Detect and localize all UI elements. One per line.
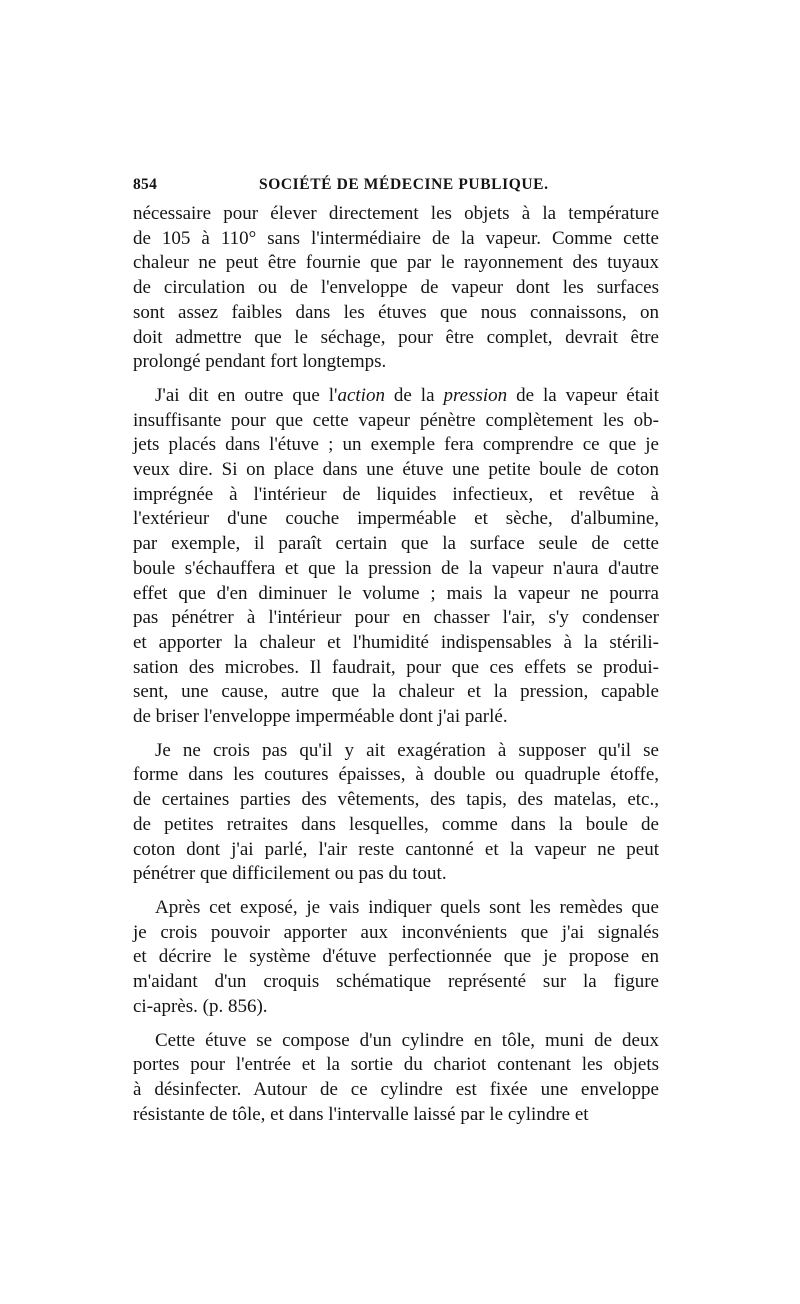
text-line: prolongé pendant fort longtemps.: [133, 351, 387, 373]
page-header: [133, 176, 659, 202]
text-line: chaleur ne peut être fournie que par le rayonnement des tuyaux: [133, 252, 659, 274]
text-line: sent, une cause, autre que la chaleur et la pression, capable: [133, 681, 659, 703]
text-line: de circulation ou de l'enveloppe de vapeur dont les surfaces: [133, 277, 659, 299]
text-line: sont assez faibles dans les étuves que nous connaissons, on: [133, 301, 659, 323]
text-fragment: J'ai dit en outre que l': [155, 384, 338, 406]
text-line: veux dire. Si on place dans une étuve une petite boule de coton: [133, 459, 659, 481]
text-line: [133, 384, 659, 409]
text-line: m'aidant d'un croquis schématique représenté sur la figure: [133, 971, 659, 993]
text-line: de 105 à 110° sans l'intermédiaire de la vapeur. Comme cette: [133, 227, 659, 249]
text-line: pas pénétrer à l'intérieur pour en chasser l'air, s'y condenser: [133, 607, 659, 629]
text-line: coton dont j'ai parlé, l'air reste cantonné et la vapeur ne peut: [133, 838, 659, 860]
text-line: jets placés dans l'étuve ; un exemple fera comprendre ce que je: [133, 434, 659, 456]
text-line: je crois pouvoir apporter aux inconvénients que j'ai signalés: [133, 921, 659, 943]
italic-term: pression: [443, 384, 508, 406]
paragraph-5: [133, 1029, 659, 1128]
text-line: forme dans les coutures épaisses, à double ou quadruple étoffe,: [133, 764, 659, 786]
paragraph-3: [133, 739, 659, 887]
text-line: l'extérieur d'une couche imperméable et sèche, d'albumine,: [133, 508, 659, 530]
text-line: par exemple, il paraît certain que la surface seule de cette: [133, 533, 659, 555]
book-page: [133, 176, 659, 1136]
body-text: [133, 202, 659, 1127]
text-fragment: de la: [384, 384, 444, 406]
text-line: à désinfecter. Autour de ce cylindre est fixée une enveloppe: [133, 1078, 659, 1100]
italic-term: action: [337, 384, 385, 406]
text-line: portes pour l'entrée et la sortie du chariot contenant les objets: [133, 1054, 659, 1076]
text-line: de certaines parties des vêtements, des tapis, des matelas, etc.,: [133, 789, 659, 811]
running-title: SOCIÉTÉ DE MÉDECINE PUBLIQUE.: [259, 176, 549, 193]
text-line: doit admettre que le séchage, pour être complet, devrait être: [133, 326, 659, 348]
text-line: boule s'échauffera et que la pression de la vapeur n'aura d'autre: [133, 557, 659, 579]
text-line: de briser l'enveloppe imperméable dont j'ai parlé.: [133, 706, 508, 728]
text-line: imprégnée à l'intérieur de liquides infectieux, et revêtue à: [133, 483, 659, 505]
text-line: Cette étuve se compose d'un cylindre en tôle, muni de deux: [155, 1029, 659, 1051]
paragraph-4: [133, 896, 659, 1020]
text-line: de petites retraites dans lesquelles, comme dans la boule de: [133, 813, 659, 835]
text-line: sation des microbes. Il faudrait, pour que ces effets se produi-: [133, 656, 659, 678]
text-line: résistante de tôle, et dans l'intervalle laissé par le cylindre et: [133, 1103, 589, 1125]
text-line: ci-après. (p. 856).: [133, 995, 268, 1017]
text-line: Je ne crois pas qu'il y ait exagération à supposer qu'il se: [155, 739, 659, 761]
text-line: pénétrer que difficilement ou pas du tout.: [133, 863, 447, 885]
paragraph-1: [133, 202, 659, 375]
text-line: nécessaire pour élever directement les objets à la température: [133, 203, 659, 224]
text-line: et apporter la chaleur et l'humidité indispensables à la stérili-: [133, 631, 659, 653]
text-line: insuffisante pour que cette vapeur pénètre complètement les ob-: [133, 409, 659, 431]
text-line: et décrire le système d'étuve perfectionnée que je propose en: [133, 946, 659, 968]
page-number: 854: [133, 176, 158, 193]
text-fragment: de la vapeur était: [507, 384, 659, 406]
paragraph-2: [133, 384, 659, 730]
text-line: effet que d'en diminuer le volume ; mais la vapeur ne pourra: [133, 582, 659, 604]
text-line: Après cet exposé, je vais indiquer quels sont les remèdes que: [155, 896, 659, 918]
